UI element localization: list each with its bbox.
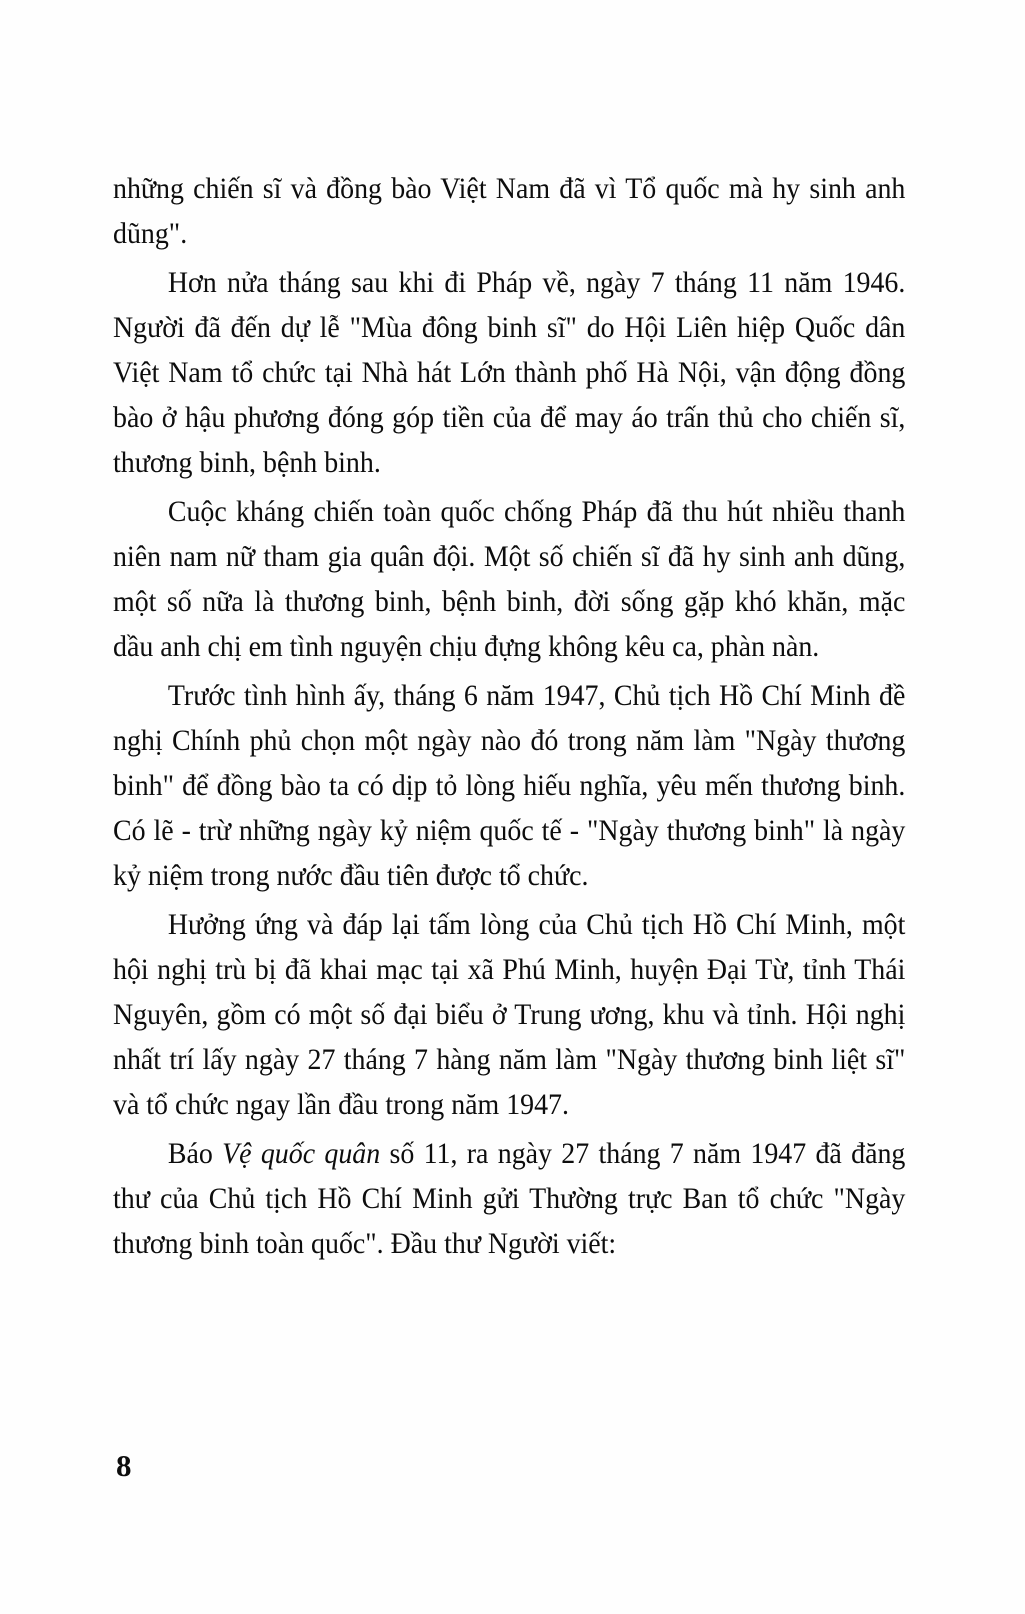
paragraph: [113, 260, 905, 485]
text-run: Hơn nửa tháng sau khi đi Pháp về, ngày 7 tháng 11 năm 1946. Người đã đến dự lễ "Mùa đông binh sĩ" do Hội Liên hiệp Quốc dân Việt Nam tổ chức tại Nhà hát Lớn thành phố Hà Nội, vận động đồng bào ở hậu phương đóng góp tiền của để may áo trấn thủ cho chiến sĩ, thương binh, bệnh binh.: [113, 266, 906, 479]
text-run: Cuộc kháng chiến toàn quốc chống Pháp đã thu hút nhiều thanh niên nam nữ tham gia quân đội. Một số chiến sĩ đã hy sinh anh dũng, một số nữa là thương binh, bệnh binh, đời sống gặp khó khăn, mặc dầu anh chị em tình nguyện chịu đựng không kêu ca, phàn nàn.: [113, 495, 906, 663]
paragraph: [113, 673, 905, 898]
paragraph: [113, 902, 905, 1127]
text-run: những chiến sĩ và đồng bào Việt Nam đã vì Tổ quốc mà hy sinh anh dũng".: [113, 172, 906, 250]
text-run: Hưởng ứng và đáp lại tấm lòng của Chủ tịch Hồ Chí Minh, một hội nghị trù bị đã khai mạc tại xã Phú Minh, huyện Đại Từ, tỉnh Thái Nguyên, gồm có một số đại biểu ở Trung ương, khu và tỉnh. Hội nghị nhất trí lấy ngày 27 tháng 7 hàng năm làm "Ngày thương binh liệt sĩ" và tổ chức ngay lần đầu trong năm 1947.: [113, 908, 906, 1121]
body-text: [113, 166, 905, 1270]
text-run: số 11, ra ngày 27 tháng 7 năm 1947 đã đăng thư của Chủ tịch Hồ Chí Minh gửi Thường trực Ban tổ chức "Ngày thương binh toàn quốc". Đầu thư Người viết:: [113, 1137, 906, 1260]
paragraph: [113, 1131, 905, 1266]
text-run: Trước tình hình ấy, tháng 6 năm 1947, Chủ tịch Hồ Chí Minh đề nghị Chính phủ chọn một ngày nào đó trong năm làm "Ngày thương binh" để đồng bào ta có dịp tỏ lòng hiếu nghĩa, yêu mến thương binh. Có lẽ - trừ những ngày kỷ niệm quốc tế - "Ngày thương binh" là ngày kỷ niệm trong nước đầu tiên được tổ chức.: [113, 679, 906, 892]
page-number: 8: [116, 1448, 132, 1483]
italic-text-run: Vệ quốc quân: [222, 1137, 381, 1170]
text-run: Báo: [167, 1137, 223, 1170]
paragraph: [113, 166, 905, 256]
paragraph: [113, 489, 905, 669]
